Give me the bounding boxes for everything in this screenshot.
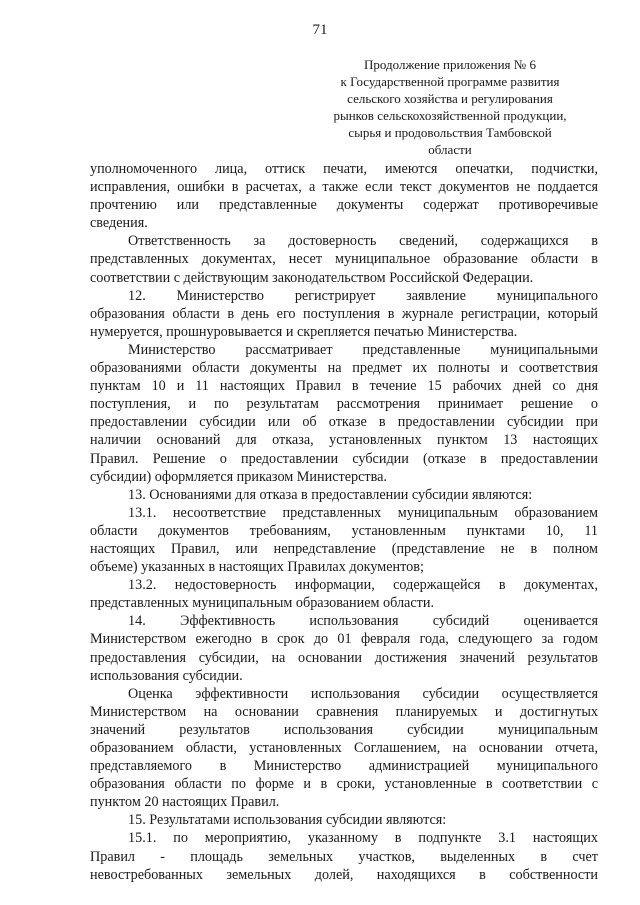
paragraph-line: 15. Результатами использования субсидии являются: [128,812,447,829]
paragraph-line: области документов требованиям, установленным пунктами 10, 11 [90,522,598,539]
paragraph [90,504,598,576]
paragraph-line: нумеруется, прошнуровывается и скрепляется печатью Министерства. [90,323,518,340]
paragraph [90,612,598,684]
paragraph-line: пунктам 10 и 11 настоящих Правил в течение 15 рабочих дней со дня [90,378,598,395]
paragraph-line: образованиями области документы на предмет их полноты и соответствия [90,360,598,377]
paragraph-line: исправления, ошибки в расчетах, а также если текст документов не поддается [90,179,598,196]
paragraph-line: представленных документах, несет муниципальное образование области в [90,251,598,268]
paragraph-line: 13.1. несоответствие представленных муниципальным образованием [128,504,598,521]
paragraph-line: 15.1. по мероприятию, указанному в подпункте 3.1 настоящих [128,830,598,847]
paragraph-line: предоставления субсидии, на основании достижения значений результатов [90,649,598,666]
paragraph-line: образования области по форме и в сроки, установленные в соответствии с [90,776,598,793]
header-line: рынков сельскохозяйственной продукции, [333,108,567,123]
paragraph-line: Министерством ежегодно в срок до 01 февраля года, следующего за годом [90,631,598,648]
paragraph-line: наличии оснований для отказа, установленных пунктом 13 настоящих [90,432,598,449]
appendix-header [330,56,570,158]
paragraph-line: невостребованных земельных долей, находящихся в собственности [90,866,598,883]
header-line: области [428,142,472,157]
paragraph [90,811,598,829]
paragraph-line: субсидии) оформляется приказом Министерства. [90,468,387,485]
paragraph-line: прочтению или представленные документы содержат противоречивые [90,197,598,214]
paragraph-line: пунктом 20 настоящих Правил. [90,794,280,811]
paragraph-line: Министерством на основании сравнения планируемых и достигнутых [90,703,598,720]
paragraph-line: 12. Министерство регистрирует заявление муниципального [128,287,598,304]
paragraph [90,829,598,883]
paragraph-line: предоставлении субсидии или об отказе в предоставлении субсидии при [90,414,598,431]
paragraph [90,232,598,286]
paragraph-line: Оценка эффективности использования субсидии осуществляется [128,685,598,702]
page-number: 71 [312,22,328,38]
paragraph-line: 14. Эффективность использования субсидий оценивается [128,613,598,630]
paragraph [90,341,598,486]
paragraph-line: объеме) указанных в настоящих Правилах документов; [90,559,424,576]
paragraph-line: 13.2. недостоверность информации, содержащейся в документах, [128,577,598,594]
header-line: к Государственной программе развития [340,74,560,89]
paragraph-line: настоящих Правил, или непредставление (представление не в полном [90,540,598,557]
document-body [90,160,598,884]
paragraph-line: поступления, и по результатам рассмотрения принимает решение о [90,396,598,413]
paragraph-line: Правил - площадь земельных участков, выделенных в счет [90,848,598,865]
paragraph-line: Правил. Решение о предоставлении субсидии (отказе в предоставлении [90,450,598,467]
paragraph-line: образования области в день его поступления в журнале регистрации, который [90,305,598,322]
paragraph [90,486,598,504]
paragraph [90,160,598,232]
paragraph-line: значений результатов использования субсидии муниципальным [90,721,598,738]
paragraph-line: 13. Основаниями для отказа в предоставлении субсидии являются: [128,486,533,503]
paragraph-line: представленных муниципальным образованием области. [90,595,434,612]
paragraph-line: уполномоченного лица, оттиск печати, имеются опечатки, подчистки, [90,161,598,177]
paragraph [90,685,598,812]
paragraph-line: представляемого в Министерство администрацией муниципального [90,758,598,775]
header-line: сельского хозяйства и регулирования [347,91,553,106]
paragraph [90,576,598,612]
paragraph-line: соответствии с действующим законодательством Российской Федерации. [90,269,534,286]
paragraph [90,287,598,341]
paragraph-line: использования субсидии. [90,667,243,684]
header-line: сырья и продовольствия Тамбовской [348,125,552,140]
paragraph-line: сведения. [90,215,148,232]
paragraph-line: Министерство рассматривает представленные муниципальными [128,341,598,358]
paragraph-line: образованием области, установленных Соглашением, на основании отчета, [90,740,598,756]
paragraph-line: Ответственность за достоверность сведений, содержащихся в [128,233,598,250]
header-line: Продолжение приложения № 6 [364,57,536,72]
